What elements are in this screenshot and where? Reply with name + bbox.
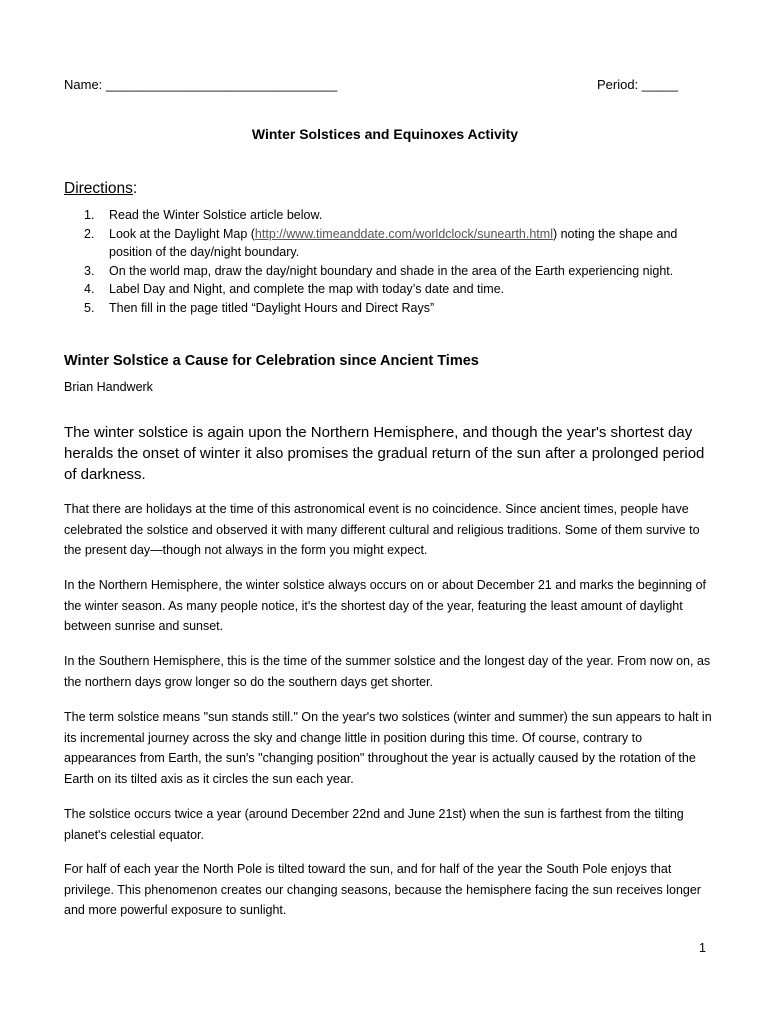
- document-title: Winter Solstices and Equinoxes Activity: [251, 126, 519, 142]
- directions-heading-label: Directions: [64, 180, 133, 197]
- directions-list: [64, 206, 694, 317]
- directions-item: [64, 225, 694, 262]
- article-paragraph: In the Southern Hemisphere, this is the time of the summer solstice and the longest day of the year. From now on, as the northern days grow longer so do the southern days get shorter.: [64, 654, 711, 689]
- directions-item: [64, 262, 694, 281]
- directions-item-text: On the world map, draw the day/night boundary and shade in the area of the Earth experiencing night.: [109, 263, 674, 278]
- article-paragraph: The solstice occurs twice a year (around December 22nd and June 21st) when the sun is farthest from the tilting planet's celestial equator.: [64, 807, 684, 842]
- article-title: Winter Solstice a Cause for Celebration since Ancient Times: [64, 353, 479, 369]
- directions-heading-colon: :: [132, 180, 138, 197]
- directions-item-number: 4.: [84, 282, 95, 296]
- directions-heading: [64, 180, 137, 198]
- daylight-map-link[interactable]: http://www.timeanddate.com/worldclock/sunearth.html: [254, 226, 553, 241]
- article-paragraph: For half of each year the North Pole is tilted toward the sun, and for half of the year the South Pole enjoys that privilege. This phenomenon creates our changing seasons, because the hemisphere facing the sun receives longer and more powerful exposure to sunlight.: [64, 862, 701, 917]
- directions-item-text-before: Look at the Daylight Map (: [109, 226, 255, 241]
- period-field: Period: _____: [597, 77, 678, 92]
- directions-item-number: 2.: [84, 226, 95, 241]
- directions-item-number: 3.: [84, 263, 95, 278]
- directions-item-number: 5.: [84, 300, 95, 315]
- directions-item-text-after: ) noting the shape and position of the day/night boundary.: [109, 226, 678, 259]
- directions-item: [64, 280, 694, 299]
- name-field: Name: ________________________________: [64, 77, 338, 92]
- article-paragraph: That there are holidays at the time of this astronomical event is no coincidence. Since ancient times, people have celebrated the solstice and observed it with many different cultural and religious traditions. Some of them survive to the present day—though not always in the form you might expect.: [64, 502, 700, 557]
- article-byline: Brian Handwerk: [64, 380, 153, 394]
- article-lead: The winter solstice is again upon the Northern Hemisphere, and though the year's shortest day heralds the onset of winter it also promises the gradual return of the sun after a prolonged period of darkness.: [64, 424, 705, 483]
- directions-item-text: Read the Winter Solstice article below.: [109, 208, 323, 222]
- directions-item-text: Then fill in the page titled “Daylight Hours and Direct Rays”: [109, 300, 435, 315]
- article-paragraph: In the Northern Hemisphere, the winter solstice always occurs on or about December 21 and marks the beginning of the winter season. As many people notice, it's the shortest day of the year, featuring the least amount of daylight between sunrise and sunset.: [64, 578, 706, 633]
- article-paragraph: The term solstice means "sun stands still." On the year's two solstices (winter and summer) the sun appears to halt in its incremental journey across the sky and change little in position during this time. Of course, contrary to appearances from Earth, the sun's "changing position" throughout the year is actually caused by the rotation of the Earth on its tilted axis as it circles the sun each year.: [64, 710, 712, 786]
- directions-item: [64, 299, 694, 318]
- directions-item-number: 1.: [84, 208, 95, 222]
- directions-item: [64, 206, 694, 225]
- page-number: 1: [699, 941, 706, 955]
- directions-item-text: Label Day and Night, and complete the map with today’s date and time.: [109, 282, 505, 296]
